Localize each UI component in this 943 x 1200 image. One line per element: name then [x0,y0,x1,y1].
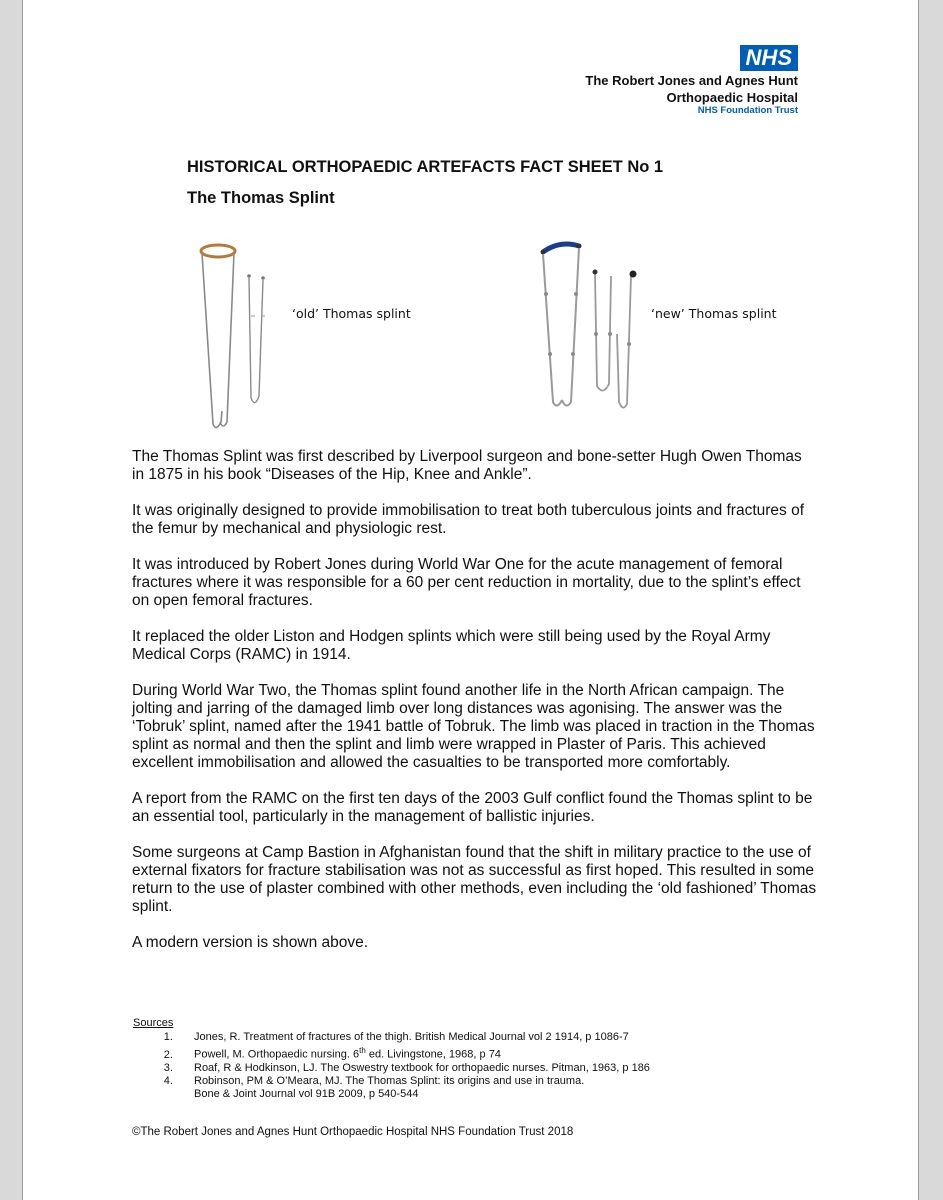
paragraph: It was originally designed to provide immobilisation to treat both tuberculous joints and fractures of the femur by mechanical and physiologic rest. [132,502,805,537]
trust-subtitle: NHS Foundation Trust [697,105,798,116]
sources-list [133,1031,650,1101]
nhs-badge: NHS [740,45,798,71]
document-subtitle: The Thomas Splint [187,189,335,207]
old-splint-caption: ‘old’ Thomas splint [292,306,411,321]
page-edge-right [918,0,919,1200]
nhs-trust-logo [585,45,798,117]
source-text: Jones, R. Treatment of fractures of the thigh. British Medical Journal vol 2 1914, p 1086-7 [194,1031,629,1043]
body-text [132,448,817,970]
trust-name-line2: Orthopaedic Hospital [666,90,798,105]
paragraph: A report from the RAMC on the first ten days of the 2003 Gulf conflict found the Thomas splint to be an essential tool, particularly in the management of ballistic injuries. [132,790,813,825]
source-text-continued: Bone & Joint Journal vol 91B 2009, p 540-544 [194,1087,419,1100]
sources-section [133,1017,650,1101]
paragraph: Some surgeons at Camp Bastion in Afghanistan found that the shift in military practice to the use of external fixators for fracture stabilisation was not as successful as first hoped. This resulted in some return to the use of plaster combined with other methods, even including the ‘old fashioned’ Thomas splint. [132,844,817,915]
source-item [176,1044,650,1062]
paragraph: During World War Two, the Thomas splint found another life in the North African campaign. The jolting and jarring of the damaged limb over long distances was agonising. The answer was the ‘Tobruk’ splint, named after the 1941 battle of Tobruk. The limb was placed in traction in the Thomas splint as normal and then the splint and limb were wrapped in Plaster of Paris. This achieved excellent immobilisation and allowed the casualties to be transported more comfortably. [132,682,815,771]
document-title: HISTORICAL ORTHOPAEDIC ARTEFACTS FACT SHEET No 1 [187,158,664,176]
source-text: Powell, M. Orthopaedic nursing. 6 [194,1048,360,1061]
paragraph: A modern version is shown above. [132,934,369,951]
source-text: Robinson, PM & O’Meara, MJ. The Thomas Splint: its origins and use in trauma. [194,1074,585,1087]
viewer-frame-right [919,0,943,1200]
source-text: ed. Livingstone, 1968, p 74 [365,1048,501,1061]
paragraph: It replaced the older Liston and Hodgen splints which were still being used by the Royal Army Medical Corps (RAMC) in 1914. [132,628,771,663]
viewer-frame-left [0,0,22,1200]
trust-name-line1: The Robert Jones and Agnes Hunt [585,73,798,88]
paragraph: It was introduced by Robert Jones during World War One for the acute management of femoral fractures where it was responsible for a 60 per cent reduction in mortality, due to the splint’s effect on open femoral fractures. [132,556,801,609]
sources-heading: Sources [133,1017,174,1029]
source-item [176,1062,650,1075]
source-item [176,1031,650,1044]
source-item [176,1075,650,1101]
copyright-footer: ©The Robert Jones and Agnes Hunt Orthopaedic Hospital NHS Foundation Trust 2018 [132,1126,574,1138]
page-edge-left [22,0,23,1200]
new-splint-caption: ‘new’ Thomas splint [651,306,777,321]
source-superscript: th [359,1046,366,1055]
paragraph: The Thomas Splint was first described by Liverpool surgeon and bone-setter Hugh Owen Thomas in 1875 in his book “Diseases of the Hip, Knee and Ankle”. [132,448,802,483]
old-thomas-splint-image [185,236,285,436]
new-thomas-splint-image [535,234,650,414]
source-text: Roaf, R & Hodkinson, LJ. The Oswestry textbook for orthopaedic nurses. Pitman, 1963, p 186 [194,1061,650,1074]
